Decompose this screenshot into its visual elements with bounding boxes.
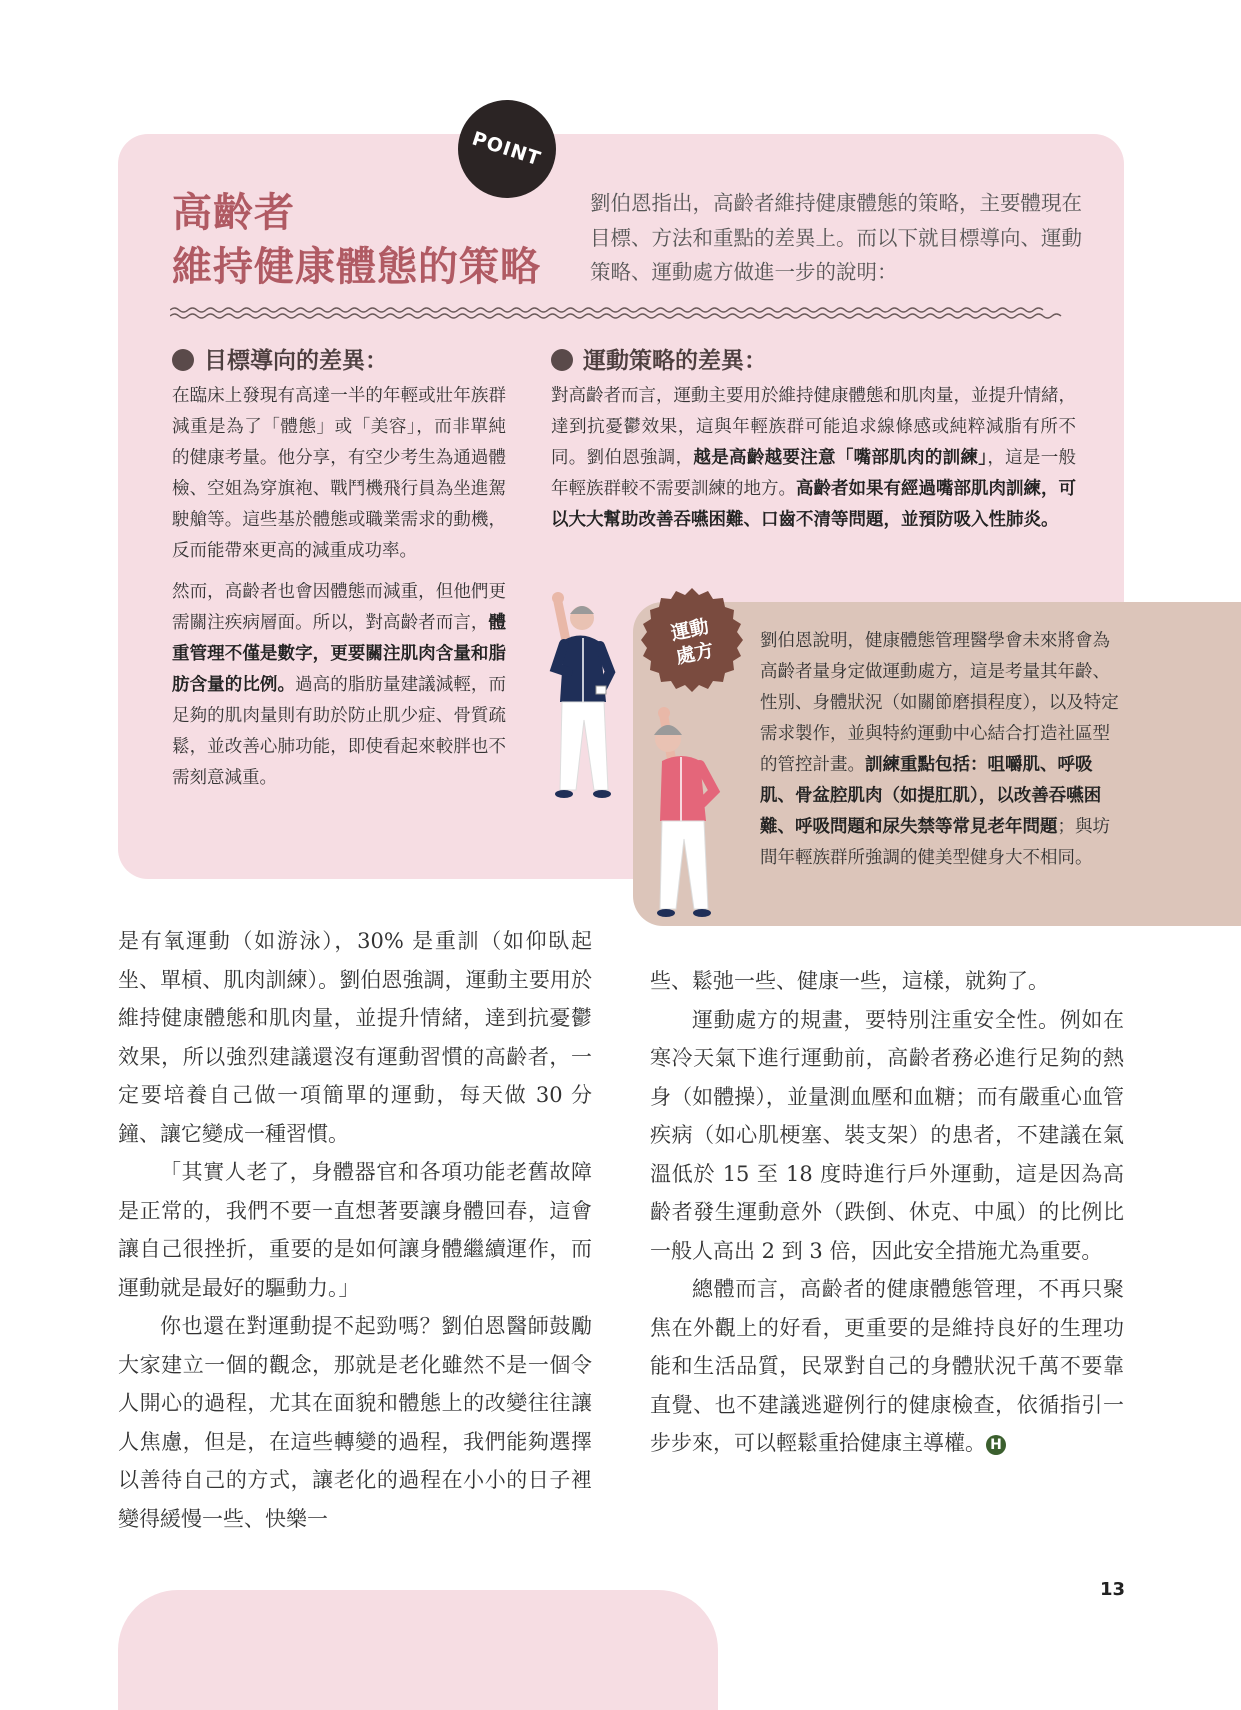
article-body-right — [650, 962, 1124, 1463]
page-number: 13 — [1100, 1579, 1126, 1600]
goal-heading: 目標導向的差異： — [172, 346, 388, 376]
body-right-paragraph-1: 些、鬆弛一些、健康一些，這樣，就夠了。 — [650, 969, 1049, 993]
body-right-paragraph-3: 總體而言，高齡者的健康體態管理，不再只聚焦在外觀上的好看，更重要的是維持良好的生理功能和生活品質，民眾對自己的身體狀況千萬不要靠直覺、也不建議逃避例行的健康檢查，依循指引一步步來，可以輕鬆重拾健康主導權。 H — [650, 1277, 1124, 1455]
title-line-2: 維持健康體態的策略 — [172, 244, 541, 290]
elderly-man-illustration — [530, 590, 630, 820]
body-left-paragraph-2: 「其實人老了，身體器官和各項功能老舊故障是正常的，我們不要一直想著要讓身體回春，這會讓自己很挫折，重要的是如何讓身體繼續運作，而運動就是最好的驅動力。」 — [118, 1160, 592, 1300]
prescription-badge-line-2: 處方 — [674, 638, 716, 669]
goal-paragraph-1: 在臨床上發現有高達一半的年輕或壯年族群減重是為了「體態」或「美容」，而非單純的健康考量。他分享，有空少考生為通過體檢、空姐為穿旗袍、戰鬥機飛行員為坐進駕駛艙等。這些基於體態或職業需求的動機，反而能帶來更高的減重成功率。 — [172, 386, 506, 561]
prescription-badge — [638, 586, 746, 694]
page-title — [172, 186, 541, 294]
elderly-woman-illustration — [640, 705, 740, 935]
prescription-text: 劉伯恩說明，健康體態管理醫學會未來將會為高齡者量身定做運動處方，這是考量其年齡、性別、身體狀況（如關節磨損程度），以及特定需求製作，並與特約運動中心結合打造社區型的管控計畫。訓練重點包括：咀嚼肌、呼吸肌、骨盆腔肌肉（如提肛肌），以改善吞嚥困難、呼吸問題和尿失禁等常見老年問題；與坊間年輕族群所強調的健美型健身大不相同。 — [760, 631, 1119, 868]
title-line-1: 高齡者 — [172, 190, 295, 236]
body-right-paragraph-2: 運動處方的規畫，要特別注重安全性。例如在寒冷天氣下進行運動前，高齡者務必進行足夠的熱身（如體操），並量測血壓和血糖；而有嚴重心血管疾病（如心肌梗塞、裝支架）的患者，不建議在氣溫低於 15 至 18 度時進行戶外運動，這是因為高齡者發生運動意外（跌倒、休克、中風）的比例比一般人高出 2 到 3 倍，因此安全措施尤為重要。 — [650, 1007, 1124, 1263]
wavy-divider — [170, 306, 1076, 320]
goal-paragraph-2: 然而，高齡者也會因體態而減重，但他們更需關注疾病層面。所以，對高齡者而言，體重管理不僅是數字，更要關注肌肉含量和脂肪含量的比例。過高的脂肪量建議減輕，而足夠的肌肉量則有助於防止肌少症、骨質疏鬆，並改善心肺功能，即使看起來較胖也不需刻意減重。 — [172, 582, 507, 788]
goal-text — [172, 381, 506, 794]
strategy-text: 對高齡者而言，運動主要用於維持健康體態和肌肉量，並提升情緒，達到抗憂鬱效果，這與年輕族群可能追求線條感或純粹減脂有所不同。劉伯恩強調，越是高齡越要注意「嘴部肌肉的訓練」，這是一般年輕族群較不需要訓練的地方。高齡者如果有經過嘴部肌肉訓練，可以大大幫助改善吞嚥困難、口齒不清等問題，並預防吸入性肺炎。 — [551, 386, 1077, 530]
point-badge — [458, 100, 556, 198]
prescription-badge-line-1: 運動 — [669, 615, 711, 645]
body-left-paragraph-1: 是有氧運動（如游泳），30% 是重訓（如仰臥起坐、單槓、肌肉訓練）。劉伯恩強調，運動主要用於維持健康體態和肌肉量，並提升情緒，達到抗憂鬱效果，所以強烈建議還沒有運動習慣的高齡者，一定要培養自己做一項簡單的運動，每天做 30 分鐘、讓它變成一種習慣。 — [118, 929, 592, 1146]
article-body-left — [118, 922, 592, 1538]
magazine-h-logo-icon: H — [986, 1435, 1006, 1455]
intro-text: 劉伯恩指出，高齡者維持健康體態的策略，主要體現在目標、方法和重點的差異上。而以下就目標導向、運動策略、運動處方做進一步的說明： — [590, 191, 1082, 284]
strategy-heading: 運動策略的差異： — [551, 346, 767, 376]
point-badge-label: POINT — [469, 127, 545, 171]
bullet-dot-icon — [172, 349, 194, 371]
bottom-decoration — [118, 1590, 718, 1710]
body-left-paragraph-3: 你也還在對運動提不起勁嗎？劉伯恩醫師鼓勵大家建立一個的觀念，那就是老化雖然不是一個令人開心的過程，尤其在面貌和體態上的改變往往讓人焦慮，但是，在這些轉變的過程，我們能夠選擇以善待自己的方式，讓老化的過程在小小的日子裡變得緩慢一些、快樂一 — [118, 1314, 592, 1531]
bullet-dot-icon — [551, 349, 573, 371]
